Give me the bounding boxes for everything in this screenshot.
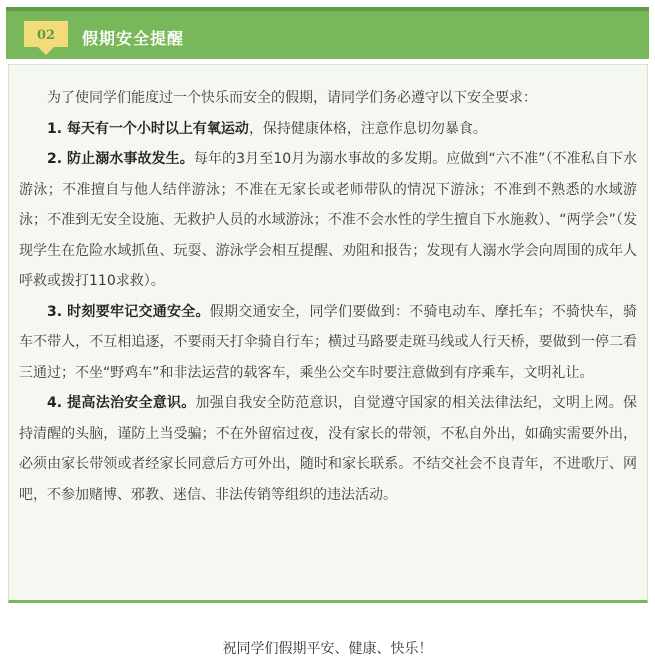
rule-heading: 4. 提高法治安全意识。 <box>47 395 196 411</box>
rule-item-4 <box>19 388 637 510</box>
rule-item-1 <box>19 114 637 145</box>
section-header <box>6 7 649 59</box>
rule-text: 假期交通安全，同学们要做到：不骑电动车、摩托车；不骑快车，骑车不带人，不互相追逐，不要雨天打伞骑自行车；横过马路要走斑马线或人行天桥，要做到一停二看三通过；不坐“野鸡车”和非法运营的载客车，乘坐公交车时要注意做到有序乘车，文明礼让。 <box>19 303 637 381</box>
rule-item-3 <box>19 297 637 389</box>
rule-text: ，保持健康体格，注意作息切勿暴食。 <box>248 120 487 137</box>
rule-heading: 1. 每天有一个小时以上有氧运动 <box>47 120 249 137</box>
rule-text: 加强自我安全防范意识，自觉遵守国家的相关法律法纪，文明上网。保持清醒的头脑，谨防上当受骗；不在外留宿过夜，没有家长的带领，不私自外出，如确实需要外出，必须由家长带领或者经家长同意后方可外出，随时和家长联系。不结交社会不良青年，不进歌厅、网吧，不参加赌博、邪教、迷信、非法传销等组织的违法活动。 <box>19 395 637 503</box>
rule-item-2 <box>19 144 637 297</box>
rule-heading: 3. 时刻要牢记交通安全。 <box>47 303 210 320</box>
intro-paragraph: 为了使同学们能度过一个快乐而安全的假期，请同学们务必遵守以下安全要求： <box>47 90 537 106</box>
rule-text: 每年的3月至10月为溺水事故的多发期。应做到“六不准”（不准私自下水游泳；不准擅自与他人结伴游泳；不准在无家长或老师带队的情况下游泳；不准到不熟悉的水域游泳；不准到无安全设施、无救护人员的水域游泳；不准不会水性的学生擅自下水施救）、“两学会”（发现学生在危险水域抓鱼、玩耍、游泳学会相互提醒、劝阻和报告；发现有人溺水学会向周围的成年人呼救或拨打110求救）。 <box>19 151 638 289</box>
closing-message: 祝同学们假期平安、健康、快乐！ <box>222 641 433 657</box>
content-panel <box>8 64 648 603</box>
section-number-badge <box>24 21 68 55</box>
section-number: 02 <box>36 28 56 43</box>
section-title: 假期安全提醒 <box>82 29 185 48</box>
rule-heading: 2. 防止溺水事故发生。 <box>47 151 194 167</box>
